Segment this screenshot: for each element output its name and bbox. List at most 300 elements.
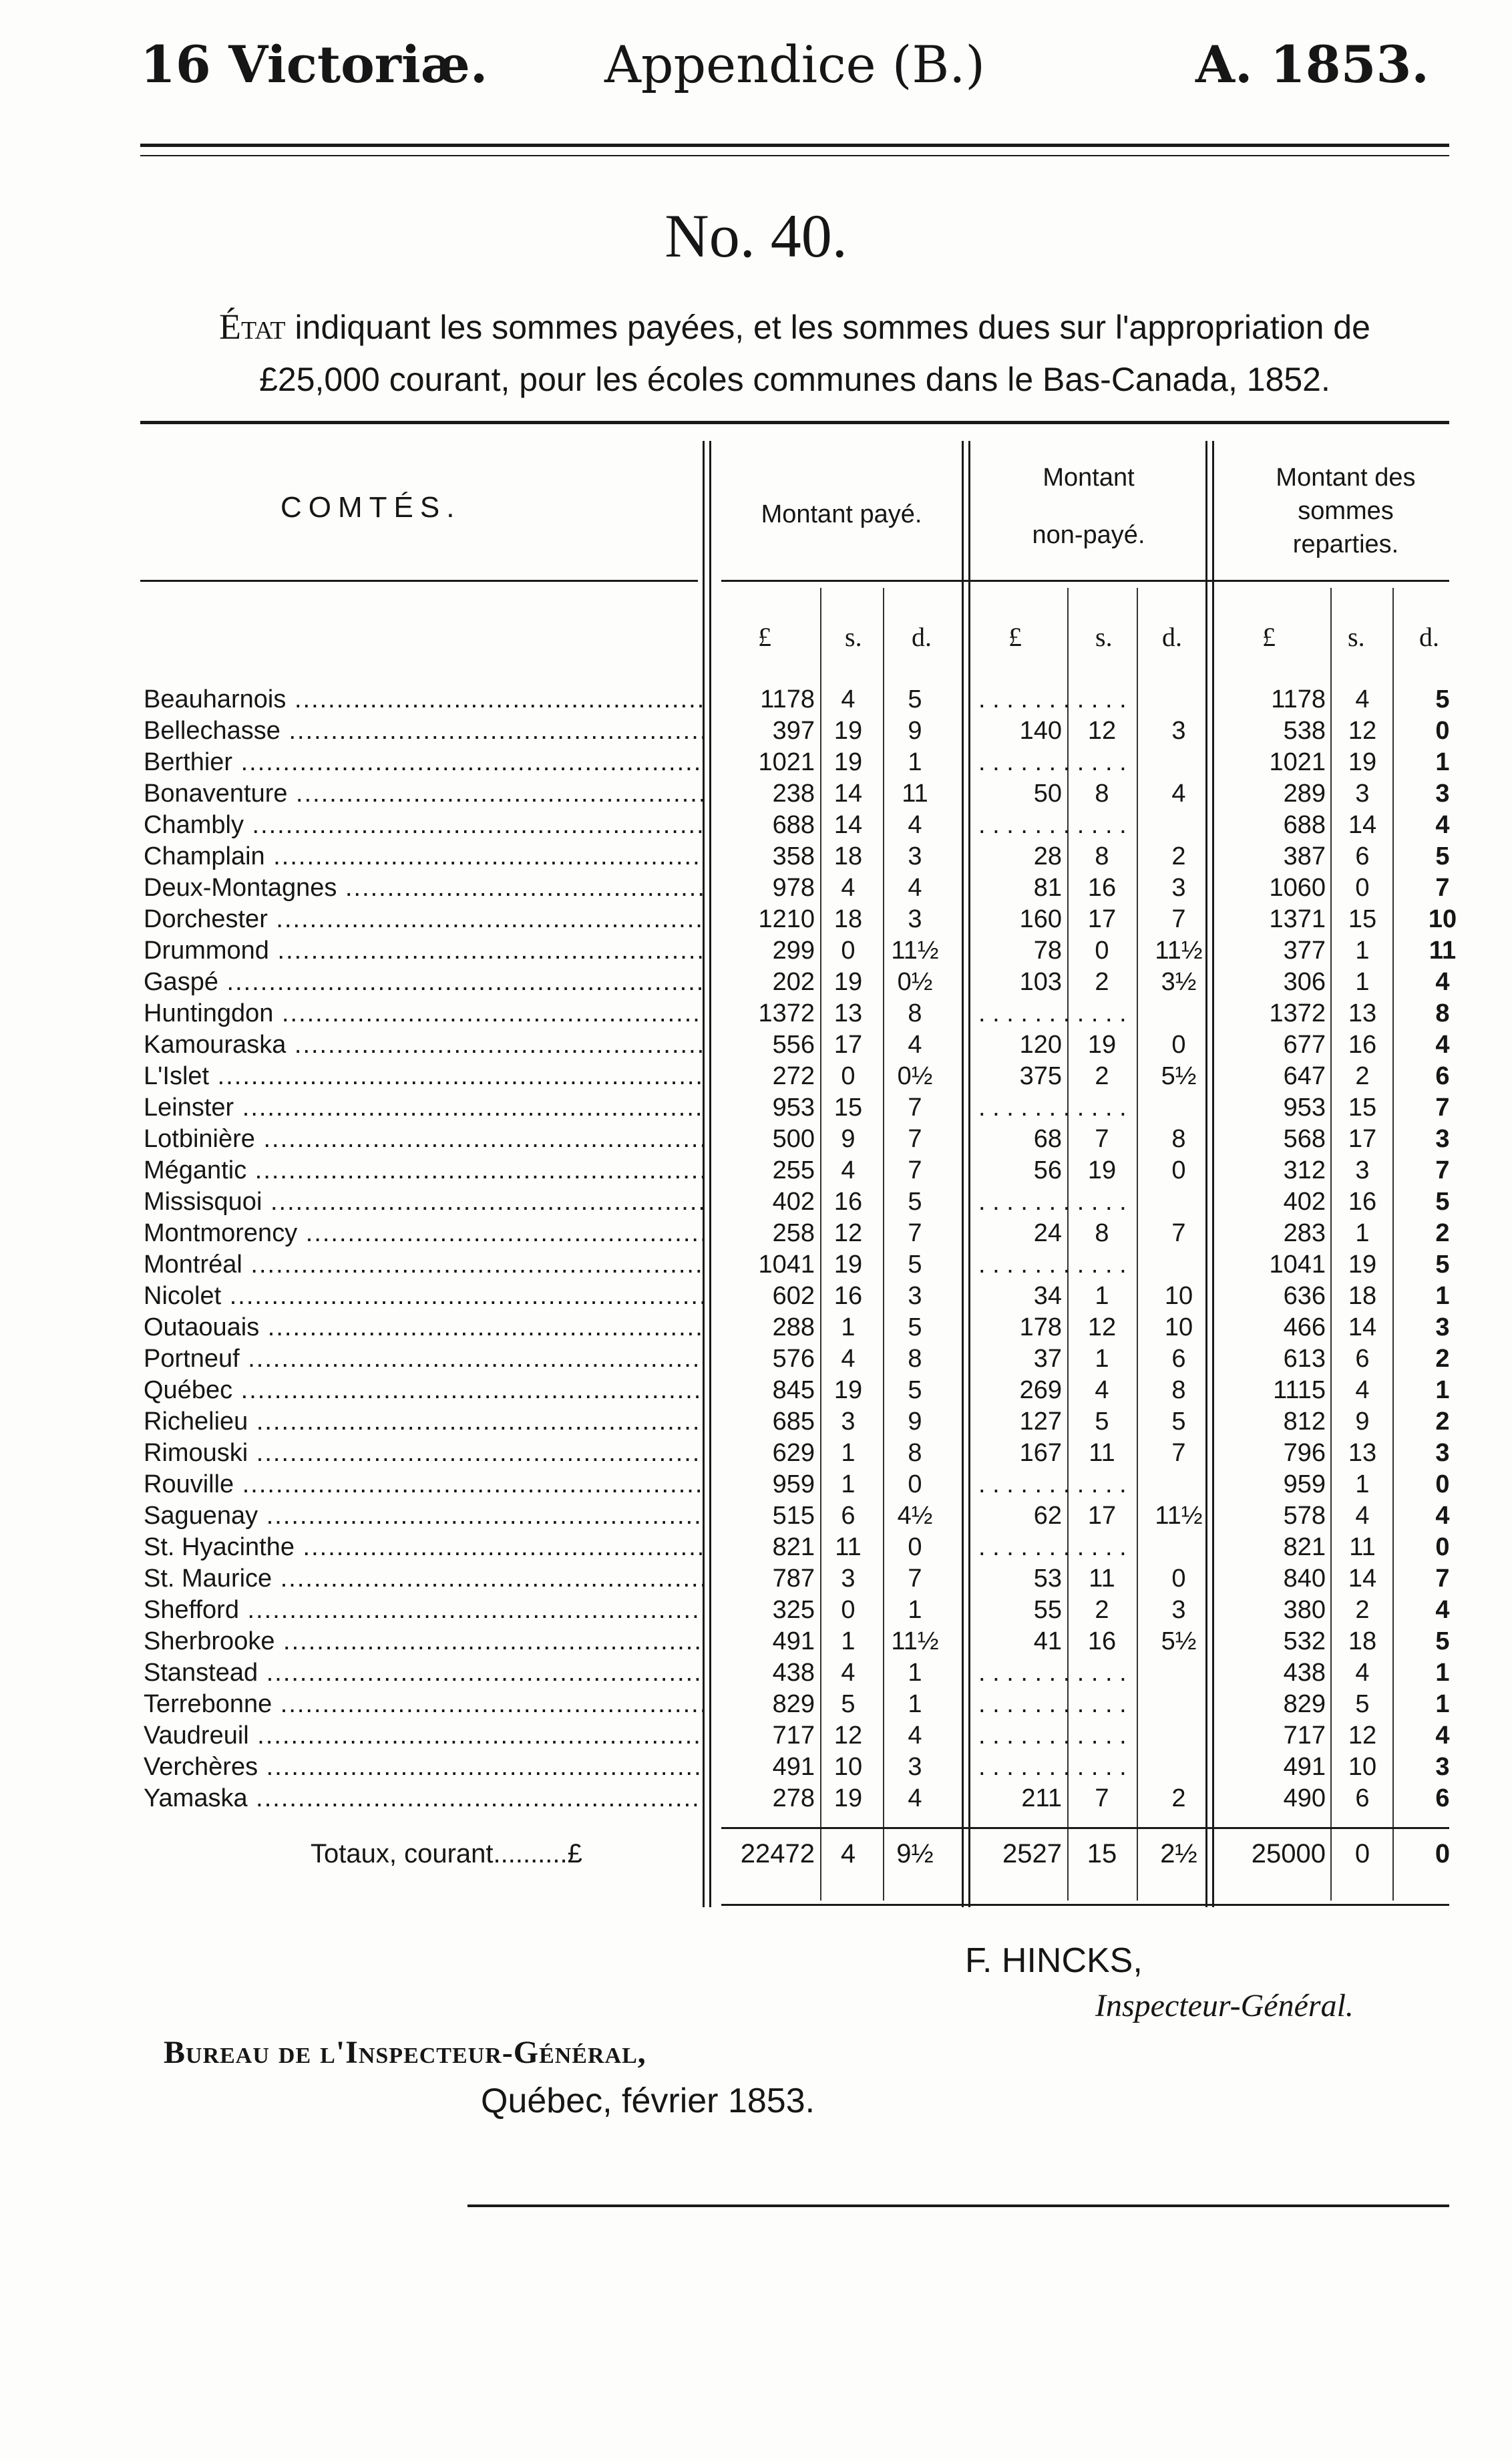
unpaid-pounds: 127	[1019, 1408, 1062, 1436]
signature-title: Inspecteur-Général.	[1095, 1988, 1354, 2023]
paid-shillings: 19	[833, 968, 863, 996]
unit-dist-shillings: s.	[1348, 622, 1365, 652]
paid-pence: 1	[908, 1690, 922, 1718]
dist-pence: 5	[1435, 842, 1450, 870]
unpaid-empty-leaders	[978, 998, 1199, 1029]
dist-pence: 0	[1435, 1533, 1450, 1561]
paid-shillings: 6	[841, 1502, 856, 1530]
dist-pence: 0	[1435, 1470, 1450, 1498]
unpaid-shillings: 7	[1095, 1784, 1109, 1812]
document-subtitle	[140, 301, 1449, 405]
county-name: Terrebonne .....	[144, 1689, 705, 1720]
dist-shillings: 12	[1348, 1721, 1377, 1750]
header-left: 16 Victoriæ.	[140, 35, 488, 94]
unpaid-pence: 4	[1171, 780, 1186, 808]
dist-pence: 2	[1435, 1219, 1450, 1247]
dist-pence: 4	[1435, 1502, 1450, 1530]
paid-pounds: 258	[772, 1219, 815, 1247]
unpaid-empty-leaders	[978, 1689, 1199, 1720]
table-row	[0, 1720, 1512, 1752]
paid-pounds: 299	[772, 937, 815, 965]
dist-pounds: 283	[1283, 1219, 1326, 1247]
unit-dist-pence: d.	[1419, 622, 1439, 652]
paid-pence: 0	[908, 1533, 922, 1561]
county-name: Rimouski .....	[144, 1438, 705, 1469]
unit-unpaid-pence: d.	[1162, 622, 1182, 652]
dist-shillings: 17	[1348, 1125, 1377, 1153]
dist-shillings: 16	[1348, 1188, 1377, 1216]
table-row	[0, 904, 1512, 935]
dist-shillings: 14	[1348, 1313, 1377, 1341]
paid-pence: 3	[908, 842, 922, 870]
county-name: Mégantic .....	[144, 1155, 705, 1186]
table-row	[0, 1186, 1512, 1218]
dist-shillings: 15	[1348, 905, 1377, 933]
county-name: Portneuf .....	[144, 1343, 705, 1375]
paid-pounds: 1210	[758, 905, 815, 933]
paid-shillings: 1	[841, 1439, 856, 1467]
subtitle-line1: indiquant les sommes payées, et les sommes dues sur l'appropriation de	[285, 309, 1370, 346]
paid-pounds: 556	[772, 1031, 815, 1059]
dist-pounds: 1178	[1271, 685, 1326, 713]
unpaid-pounds: 120	[1019, 1031, 1062, 1059]
paid-pence: 1	[908, 1659, 922, 1687]
paid-shillings: 15	[833, 1094, 863, 1122]
paid-shillings: 4	[841, 874, 856, 902]
column-header-paid: Montant payé.	[761, 500, 922, 528]
table-top-rule	[140, 421, 1449, 424]
values-header-rule	[721, 580, 1449, 582]
dist-pounds: 532	[1283, 1627, 1326, 1655]
paid-pence: 7	[908, 1125, 922, 1153]
unpaid-empty-leaders	[978, 747, 1199, 778]
county-name: L'Islet .....	[144, 1061, 705, 1092]
paid-shillings: 4	[841, 685, 856, 713]
dist-pence: 4	[1435, 1031, 1450, 1059]
unpaid-empty-leaders	[978, 1657, 1199, 1689]
unpaid-shillings: 2	[1095, 1062, 1109, 1090]
dist-pence: 7	[1435, 1156, 1450, 1184]
paid-pounds: 402	[772, 1188, 815, 1216]
unpaid-pence: 3	[1171, 1596, 1186, 1624]
unpaid-empty-leaders	[978, 1720, 1199, 1752]
county-name: Stanstead .....	[144, 1657, 705, 1689]
dist-pounds: 613	[1283, 1345, 1326, 1373]
dist-shillings: 14	[1348, 1565, 1377, 1593]
dist-pence: 7	[1435, 1565, 1450, 1593]
unpaid-pence: 11½	[1155, 1502, 1203, 1530]
unpaid-empty-leaders	[978, 810, 1199, 841]
paid-shillings: 17	[833, 1031, 863, 1059]
unpaid-pence: 7	[1171, 905, 1186, 933]
unit-unpaid-pounds: £	[1008, 622, 1022, 652]
table-row	[0, 1595, 1512, 1626]
paid-shillings: 14	[833, 811, 863, 839]
county-name: Rouville .....	[144, 1469, 705, 1500]
unpaid-shillings: 1	[1095, 1282, 1109, 1310]
dist-pounds: 717	[1283, 1721, 1326, 1750]
unpaid-pence: 2	[1171, 842, 1186, 870]
totals-dist-pounds: 25000	[1251, 1839, 1326, 1868]
unpaid-pence: 3	[1171, 717, 1186, 745]
table-row	[0, 1029, 1512, 1061]
county-name: Berthier .....	[144, 747, 705, 778]
column-header-distributed	[1212, 461, 1479, 561]
table-row	[0, 1312, 1512, 1343]
dist-pence: 7	[1435, 874, 1450, 902]
paid-pounds: 959	[772, 1470, 815, 1498]
paid-shillings: 5	[841, 1690, 856, 1718]
dist-pence: 5	[1435, 1627, 1450, 1655]
dist-pounds: 377	[1283, 937, 1326, 965]
table-row	[0, 684, 1512, 715]
unpaid-pounds: 178	[1019, 1313, 1062, 1341]
paid-pounds: 602	[772, 1282, 815, 1310]
table-row	[0, 1155, 1512, 1186]
county-name: Dorchester .....	[144, 904, 705, 935]
unpaid-shillings: 4	[1095, 1376, 1109, 1404]
unpaid-pounds: 68	[1033, 1125, 1062, 1153]
unpaid-pence: 0	[1171, 1031, 1186, 1059]
header-right: A. 1853.	[1195, 35, 1429, 94]
paid-pounds: 1372	[758, 999, 815, 1027]
paid-shillings: 13	[833, 999, 863, 1027]
unpaid-shillings: 16	[1087, 874, 1117, 902]
paid-pounds: 238	[772, 780, 815, 808]
unpaid-empty-leaders	[978, 1752, 1199, 1783]
county-name: Nicolet .....	[144, 1281, 705, 1312]
table-row	[0, 1657, 1512, 1689]
dist-pence: 6	[1435, 1784, 1450, 1812]
county-name: Huntingdon .....	[144, 998, 705, 1029]
unpaid-shillings: 1	[1095, 1345, 1109, 1373]
unpaid-pence: 10	[1164, 1282, 1193, 1310]
dist-pence: 4	[1435, 1721, 1450, 1750]
document-number: No. 40.	[665, 202, 847, 270]
paid-pounds: 821	[772, 1533, 815, 1561]
dist-shillings: 0	[1355, 874, 1370, 902]
county-name: Missisquoi .....	[144, 1186, 705, 1218]
dist-shillings: 4	[1355, 1502, 1370, 1530]
paid-pence: 8	[908, 999, 922, 1027]
table-row	[0, 1469, 1512, 1500]
county-table-body	[0, 684, 1512, 1814]
paid-pence: 3	[908, 1282, 922, 1310]
paid-pence: 1	[908, 1596, 922, 1624]
subtitle-first-word: État	[219, 307, 286, 347]
dist-pence: 2	[1435, 1345, 1450, 1373]
paid-pounds: 829	[772, 1690, 815, 1718]
distributed-label-bottom: reparties.	[1292, 530, 1399, 558]
county-name: Bellechasse .....	[144, 715, 705, 747]
paid-pounds: 491	[772, 1753, 815, 1781]
dist-shillings: 13	[1348, 1439, 1377, 1467]
table-row	[0, 841, 1512, 872]
unpaid-shillings: 7	[1095, 1125, 1109, 1153]
table-row	[0, 715, 1512, 747]
dist-shillings: 9	[1355, 1408, 1370, 1436]
dist-pounds: 812	[1283, 1408, 1326, 1436]
paid-shillings: 3	[841, 1565, 856, 1593]
paid-shillings: 18	[833, 842, 863, 870]
paid-pounds: 278	[772, 1784, 815, 1812]
table-row	[0, 747, 1512, 778]
unpaid-pence: 8	[1171, 1125, 1186, 1153]
paid-pence: 8	[908, 1439, 922, 1467]
dist-shillings: 12	[1348, 717, 1377, 745]
county-header-rule	[140, 580, 698, 582]
paid-pence: 5	[908, 1251, 922, 1279]
paid-pence: 11½	[891, 1627, 939, 1655]
unit-paid-pounds: £	[758, 622, 771, 652]
dist-shillings: 13	[1348, 999, 1377, 1027]
paid-pounds: 717	[772, 1721, 815, 1750]
paid-pence: 9	[908, 717, 922, 745]
table-row	[0, 778, 1512, 810]
paid-pounds: 685	[772, 1408, 815, 1436]
totals-dist-shillings: 0	[1354, 1839, 1370, 1868]
unpaid-pounds: 55	[1033, 1596, 1062, 1624]
unit-paid-shillings: s.	[845, 622, 862, 652]
unpaid-pounds: 56	[1033, 1156, 1062, 1184]
unpaid-label-top: Montant	[1043, 464, 1135, 492]
paid-pounds: 397	[772, 717, 815, 745]
dist-pounds: 688	[1283, 811, 1326, 839]
totals-paid-pounds: 22472	[740, 1839, 815, 1868]
table-row	[0, 872, 1512, 904]
table-row	[0, 1375, 1512, 1406]
paid-pence: 4	[908, 811, 922, 839]
paid-shillings: 1	[841, 1627, 856, 1655]
unit-paid-pence: d.	[912, 622, 932, 652]
dist-shillings: 4	[1355, 1659, 1370, 1687]
paid-pence: 7	[908, 1219, 922, 1247]
dist-pounds: 1060	[1269, 874, 1326, 902]
dist-shillings: 2	[1355, 1596, 1370, 1624]
paid-pence: 0	[908, 1470, 922, 1498]
totals-unpaid-shillings: 15	[1087, 1839, 1117, 1868]
county-name: Beauharnois .....	[144, 684, 705, 715]
paid-pounds: 272	[772, 1062, 815, 1090]
table-row	[0, 1249, 1512, 1281]
dist-pounds: 306	[1283, 968, 1326, 996]
dist-pounds: 491	[1283, 1753, 1326, 1781]
paid-pence: 8	[908, 1345, 922, 1373]
unpaid-pence: 2	[1171, 1784, 1186, 1812]
header-center: Appendice (B.)	[604, 35, 986, 94]
table-row	[0, 1061, 1512, 1092]
table-row	[0, 998, 1512, 1029]
dist-pounds: 578	[1283, 1502, 1326, 1530]
paid-pence: 4	[908, 1784, 922, 1812]
paid-shillings: 10	[833, 1753, 863, 1781]
table-row	[0, 1783, 1512, 1814]
unpaid-shillings: 11	[1089, 1439, 1115, 1467]
dist-shillings: 1	[1355, 1219, 1370, 1247]
county-name: Montmorency .....	[144, 1218, 705, 1249]
table-row	[0, 1500, 1512, 1532]
unpaid-shillings: 11	[1089, 1565, 1115, 1593]
unpaid-pounds: 53	[1033, 1565, 1062, 1593]
unpaid-pence: 5	[1171, 1408, 1186, 1436]
totals-paid-pence: 9½	[896, 1839, 934, 1868]
unpaid-pounds: 24	[1033, 1219, 1062, 1247]
table-row	[0, 1092, 1512, 1124]
totals-row	[0, 1834, 1512, 1874]
paid-shillings: 4	[841, 1659, 856, 1687]
unpaid-pounds: 140	[1019, 717, 1062, 745]
unpaid-pence: 0	[1171, 1565, 1186, 1593]
unpaid-pounds: 37	[1033, 1345, 1062, 1373]
paid-pounds: 787	[772, 1565, 815, 1593]
paid-pence: 7	[908, 1094, 922, 1122]
dist-pounds: 796	[1283, 1439, 1326, 1467]
dist-pounds: 840	[1283, 1565, 1326, 1593]
table-row	[0, 1343, 1512, 1375]
dist-pence: 1	[1435, 1659, 1450, 1687]
column-header-unpaid	[968, 461, 1209, 552]
paid-shillings: 1	[841, 1470, 856, 1498]
dist-pence: 1	[1435, 1376, 1450, 1404]
unpaid-pence: 8	[1171, 1376, 1186, 1404]
county-name: Richelieu .....	[144, 1406, 705, 1438]
unpaid-pence: 7	[1171, 1439, 1186, 1467]
county-name: Saguenay .....	[144, 1500, 705, 1532]
paid-pence: 5	[908, 1313, 922, 1341]
unpaid-pounds: 269	[1019, 1376, 1062, 1404]
dist-pence: 11	[1429, 937, 1457, 965]
distributed-label-top: Montant des	[1276, 464, 1416, 492]
unpaid-shillings: 2	[1095, 968, 1109, 996]
paid-pounds: 288	[772, 1313, 815, 1341]
distributed-label-mid: sommes	[1298, 497, 1394, 525]
paid-pounds: 953	[772, 1094, 815, 1122]
county-name: Champlain .....	[144, 841, 705, 872]
dist-pounds: 636	[1283, 1282, 1326, 1310]
totals-bottom-rule	[721, 1904, 1449, 1906]
county-name: Vaudreuil .....	[144, 1720, 705, 1752]
dist-pounds: 402	[1283, 1188, 1326, 1216]
dist-pence: 5	[1435, 1251, 1450, 1279]
paid-shillings: 0	[841, 1062, 856, 1090]
dist-shillings: 18	[1348, 1627, 1377, 1655]
unpaid-pounds: 28	[1033, 842, 1062, 870]
dist-shillings: 15	[1348, 1094, 1377, 1122]
dist-pounds: 568	[1283, 1125, 1326, 1153]
dist-pounds: 1041	[1269, 1251, 1326, 1279]
county-name: St. Maurice .....	[144, 1563, 705, 1595]
table-row	[0, 1563, 1512, 1595]
dist-shillings: 19	[1348, 748, 1377, 776]
dist-pence: 8	[1435, 999, 1450, 1027]
unpaid-pence: 7	[1171, 1219, 1186, 1247]
paid-pence: 9	[908, 1408, 922, 1436]
unpaid-pounds: 211	[1021, 1784, 1062, 1812]
paid-shillings: 4	[841, 1345, 856, 1373]
county-name: Deux-Montagnes .....	[144, 872, 705, 904]
unpaid-pounds: 167	[1019, 1439, 1062, 1467]
table-row	[0, 810, 1512, 841]
paid-pence: 11	[902, 780, 928, 808]
dist-pounds: 1371	[1269, 905, 1326, 933]
dist-pence: 3	[1435, 780, 1450, 808]
table-row	[0, 1438, 1512, 1469]
dist-pence: 4	[1435, 811, 1450, 839]
unpaid-pounds: 78	[1033, 937, 1062, 965]
dist-pounds: 1372	[1269, 999, 1326, 1027]
paid-shillings: 19	[833, 748, 863, 776]
unpaid-shillings: 12	[1087, 717, 1117, 745]
dist-pence: 3	[1435, 1753, 1450, 1781]
paid-shillings: 19	[833, 1376, 863, 1404]
paid-pounds: 500	[772, 1125, 815, 1153]
paid-pence: 11½	[891, 937, 939, 965]
paid-shillings: 0	[841, 937, 856, 965]
dist-pence: 3	[1435, 1313, 1450, 1341]
dist-pence: 1	[1435, 1282, 1450, 1310]
county-name: Montréal .....	[144, 1249, 705, 1281]
dist-pence: 0	[1435, 717, 1450, 745]
paid-pounds: 1178	[760, 685, 815, 713]
county-name: Drummond .....	[144, 935, 705, 967]
unpaid-empty-leaders	[978, 1186, 1199, 1218]
paid-pence: 5	[908, 685, 922, 713]
paid-pence: 3	[908, 1753, 922, 1781]
county-name: Chambly .....	[144, 810, 705, 841]
dist-shillings: 6	[1355, 842, 1370, 870]
paid-pounds: 845	[772, 1376, 815, 1404]
paid-pence: 5	[908, 1376, 922, 1404]
dist-pounds: 1021	[1269, 748, 1326, 776]
paid-pence: 4	[908, 1721, 922, 1750]
table-row	[0, 1626, 1512, 1657]
paid-pence: 1	[908, 748, 922, 776]
dist-pence: 4	[1435, 968, 1450, 996]
unpaid-shillings: 0	[1095, 937, 1109, 965]
paid-shillings: 16	[833, 1282, 863, 1310]
dist-pounds: 821	[1283, 1533, 1326, 1561]
footer-rule	[467, 2204, 1449, 2207]
dist-pounds: 829	[1283, 1690, 1326, 1718]
unpaid-pence: 3	[1171, 874, 1186, 902]
totals-unpaid-pounds: 2527	[1002, 1839, 1062, 1868]
dist-pounds: 490	[1283, 1784, 1326, 1812]
dist-pence: 5	[1435, 1188, 1450, 1216]
dist-pounds: 538	[1283, 717, 1326, 745]
paid-pounds: 438	[772, 1659, 815, 1687]
county-name: Leinster .....	[144, 1092, 705, 1124]
unpaid-empty-leaders	[978, 1092, 1199, 1124]
table-row	[0, 1218, 1512, 1249]
unpaid-shillings: 19	[1087, 1156, 1117, 1184]
paid-pounds: 1041	[758, 1251, 815, 1279]
dist-shillings: 18	[1348, 1282, 1377, 1310]
unpaid-pence: 3½	[1161, 968, 1197, 996]
dist-pounds: 289	[1283, 780, 1326, 808]
paid-shillings: 1	[841, 1313, 856, 1341]
unpaid-pounds: 50	[1033, 780, 1062, 808]
unpaid-empty-leaders	[978, 1532, 1199, 1563]
unpaid-shillings: 19	[1087, 1031, 1117, 1059]
paid-shillings: 4	[841, 1156, 856, 1184]
paid-pounds: 202	[772, 968, 815, 996]
paid-pence: 0½	[897, 968, 933, 996]
unpaid-shillings: 16	[1087, 1627, 1117, 1655]
paid-pounds: 358	[772, 842, 815, 870]
paid-pounds: 978	[772, 874, 815, 902]
unpaid-empty-leaders	[978, 684, 1199, 715]
bureau-line2: Québec, février 1853.	[481, 2082, 815, 2120]
